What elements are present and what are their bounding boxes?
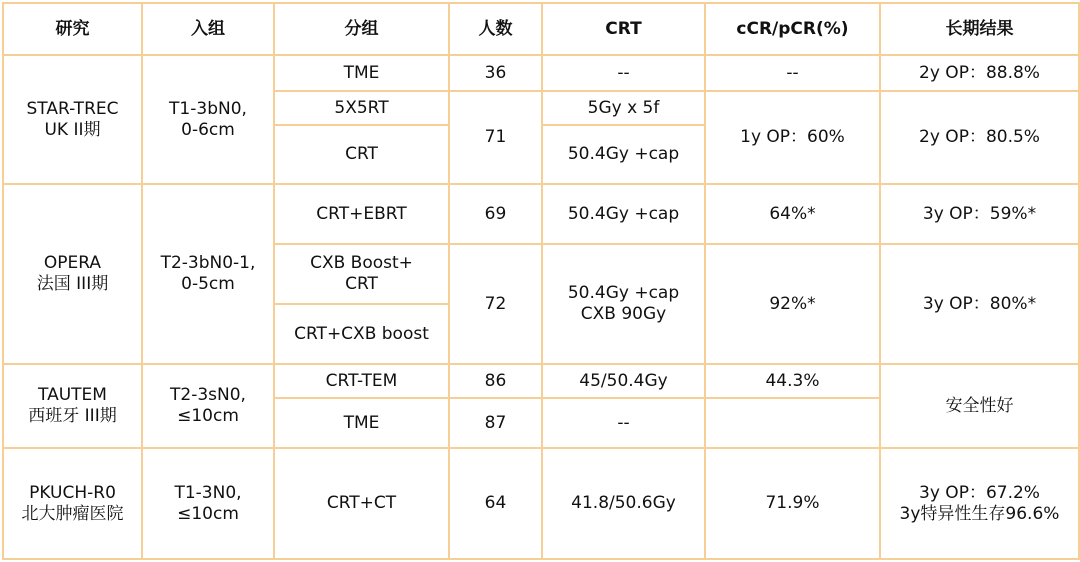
entry-stage: T2-3bN0-1, — [160, 253, 256, 273]
study-cell — [3, 448, 142, 559]
arm-cell: TME — [274, 398, 449, 448]
study-cell — [3, 55, 142, 184]
crt-cell: 41.8/50.6Gy — [542, 448, 705, 559]
crt-line: CXB 90Gy — [580, 304, 667, 324]
n-cell: 87 — [449, 398, 542, 448]
crt-cell: -- — [542, 398, 705, 448]
header-entry: 入组 — [142, 3, 274, 55]
crt-cell: 45/50.4Gy — [542, 364, 705, 398]
header-response: cCR/pCR(%) — [705, 3, 880, 55]
crt-cell: 5Gy x 5f — [542, 91, 705, 125]
entry-stage: T1-3bN0, — [169, 98, 247, 119]
n-cell: 71 — [449, 91, 542, 184]
arm-cell: CRT+CXB boost — [274, 304, 449, 364]
arm-line: CRT — [345, 274, 378, 294]
entry-cell — [142, 184, 274, 364]
header-crt: CRT — [542, 3, 705, 55]
crt-line: 50.4Gy +cap — [567, 283, 680, 303]
table-row — [3, 184, 1079, 244]
response-cell: 92%* — [705, 244, 880, 364]
entry-cell — [142, 55, 274, 184]
crt-cell: -- — [542, 55, 705, 91]
study-phase: 法国 III期 — [36, 274, 109, 294]
entry-distance: 0-5cm — [181, 274, 235, 294]
header-n: 人数 — [449, 3, 542, 55]
study-name: OPERA — [43, 253, 102, 273]
response-cell-empty — [705, 398, 880, 448]
arm-cell: 5X5RT — [274, 91, 449, 125]
response-cell: 1y OP：60% — [705, 91, 880, 184]
n-cell: 64 — [449, 448, 542, 559]
arm-cell — [274, 244, 449, 304]
response-cell: 44.3% — [705, 364, 880, 398]
entry-cell — [142, 364, 274, 448]
entry-stage: T2-3sN0, — [170, 385, 246, 405]
study-cell — [3, 184, 142, 364]
n-cell: 69 — [449, 184, 542, 244]
entry-stage: T1-3N0, — [174, 482, 242, 503]
header-arm: 分组 — [274, 3, 449, 55]
table-row — [3, 55, 1079, 91]
response-cell: 64%* — [705, 184, 880, 244]
study-name: PKUCH-R0 — [29, 482, 116, 503]
arm-cell: CRT+CT — [274, 448, 449, 559]
entry-distance: ≤10cm — [177, 503, 239, 524]
study-name: STAR-TREC — [26, 98, 119, 119]
long-term-cell: 3y OP：59%* — [880, 184, 1079, 244]
crt-cell: 50.4Gy +cap — [542, 184, 705, 244]
arm-cell: CRT — [274, 125, 449, 184]
long-term-line: 3y特异性生存96.6% — [899, 503, 1060, 524]
n-cell: 72 — [449, 244, 542, 364]
long-term-cell — [880, 448, 1079, 559]
entry-distance: 0-6cm — [181, 119, 235, 140]
table-row — [3, 448, 1079, 559]
long-term-cell: 2y OP：88.8% — [880, 55, 1079, 91]
entry-distance: ≤10cm — [177, 406, 239, 426]
crt-cell — [542, 244, 705, 364]
header-row — [3, 3, 1079, 55]
entry-cell — [142, 448, 274, 559]
header-long-term: 长期结果 — [880, 3, 1079, 55]
long-term-cell: 安全性好 — [880, 364, 1079, 448]
arm-cell: CRT+EBRT — [274, 184, 449, 244]
response-cell: -- — [705, 55, 880, 91]
response-cell: 71.9% — [705, 448, 880, 559]
n-cell: 36 — [449, 55, 542, 91]
arm-cell: CRT-TEM — [274, 364, 449, 398]
study-cell — [3, 364, 142, 448]
study-name: TAUTEM — [38, 385, 107, 405]
table-row — [3, 364, 1079, 398]
study-phase: UK II期 — [44, 119, 101, 140]
long-term-cell: 2y OP：80.5% — [880, 91, 1079, 184]
header-study: 研究 — [3, 3, 142, 55]
study-phase: 北大肿瘤医院 — [21, 503, 124, 524]
n-cell: 86 — [449, 364, 542, 398]
long-term-line: 3y OP：67.2% — [919, 482, 1040, 503]
clinical-trials-table — [2, 2, 1080, 560]
study-phase: 西班牙 III期 — [28, 406, 117, 426]
arm-cell: TME — [274, 55, 449, 91]
crt-cell: 50.4Gy +cap — [542, 125, 705, 184]
arm-line: CXB Boost+ — [310, 253, 413, 273]
long-term-cell: 3y OP：80%* — [880, 244, 1079, 364]
